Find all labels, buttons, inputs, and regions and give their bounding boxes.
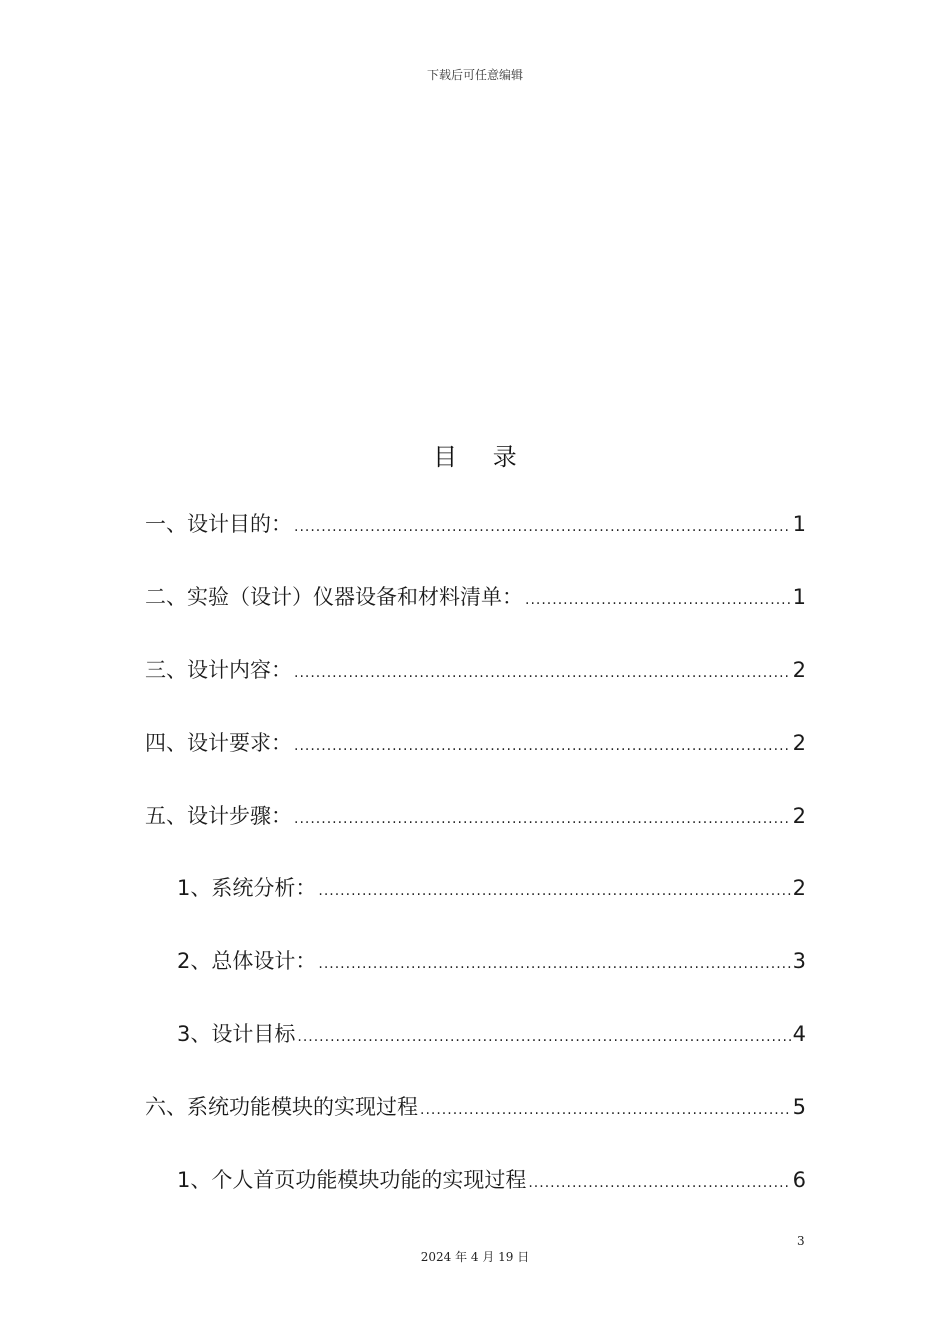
toc-entry[interactable] bbox=[145, 1092, 806, 1122]
toc-entry-label: 一、设计目的： bbox=[145, 512, 292, 536]
toc-entry[interactable] bbox=[145, 509, 806, 539]
toc-entry[interactable] bbox=[145, 655, 806, 685]
toc-leader-dots bbox=[318, 949, 790, 979]
toc-entry-page: 2 bbox=[792, 876, 806, 900]
toc-entry-page: 1 bbox=[792, 585, 806, 609]
toc-entry-label: 五、设计步骤： bbox=[145, 804, 292, 828]
toc-entry-label: 三、设计内容： bbox=[145, 658, 292, 682]
toc-entry-page: 2 bbox=[792, 658, 806, 682]
toc-entry[interactable] bbox=[145, 582, 806, 612]
toc-entry[interactable] bbox=[145, 801, 806, 831]
toc-subentry[interactable] bbox=[177, 1165, 806, 1195]
toc-entry-page: 6 bbox=[792, 1168, 806, 1192]
toc-title: 目 录 bbox=[433, 443, 531, 471]
toc-entry-page: 2 bbox=[792, 804, 806, 828]
toc-entry-label: 1、个人首页功能模块功能的实现过程 bbox=[177, 1168, 527, 1192]
toc-entry-label: 六、系统功能模块的实现过程 bbox=[145, 1095, 418, 1119]
toc-entry-label: 四、设计要求： bbox=[145, 731, 292, 755]
toc-leader-dots bbox=[294, 731, 791, 761]
toc-leader-dots bbox=[294, 804, 791, 834]
toc-leader-dots bbox=[294, 658, 791, 688]
toc-subentry[interactable] bbox=[177, 946, 806, 976]
toc-entry-page: 5 bbox=[792, 1095, 806, 1119]
toc-entry-label: 3、设计目标 bbox=[177, 1022, 296, 1046]
toc-entry-page: 3 bbox=[792, 949, 806, 973]
toc-leader-dots bbox=[420, 1095, 791, 1125]
toc-subentry[interactable] bbox=[177, 1019, 806, 1049]
toc-entry-page: 1 bbox=[792, 512, 806, 536]
toc-entry[interactable] bbox=[145, 728, 806, 758]
toc-entry-label: 二、实验（设计）仪器设备和材料清单： bbox=[145, 585, 523, 609]
page-number: 3 bbox=[797, 1234, 805, 1248]
toc-entry-page: 4 bbox=[792, 1022, 806, 1046]
page-footer-date: 2024 年 4 月 19 日 bbox=[420, 1250, 530, 1264]
toc-leader-dots bbox=[528, 1168, 790, 1198]
toc-entry-label: 2、总体设计： bbox=[177, 949, 317, 973]
toc-entry-label: 1、系统分析： bbox=[177, 876, 317, 900]
page-header: 下载后可任意编辑 bbox=[426, 68, 523, 82]
toc-subentry[interactable] bbox=[177, 873, 806, 903]
toc-leader-dots bbox=[525, 585, 791, 615]
toc-entry-page: 2 bbox=[792, 731, 806, 755]
toc-leader-dots bbox=[294, 512, 791, 542]
toc-leader-dots bbox=[297, 1022, 790, 1052]
toc-leader-dots bbox=[318, 876, 790, 906]
